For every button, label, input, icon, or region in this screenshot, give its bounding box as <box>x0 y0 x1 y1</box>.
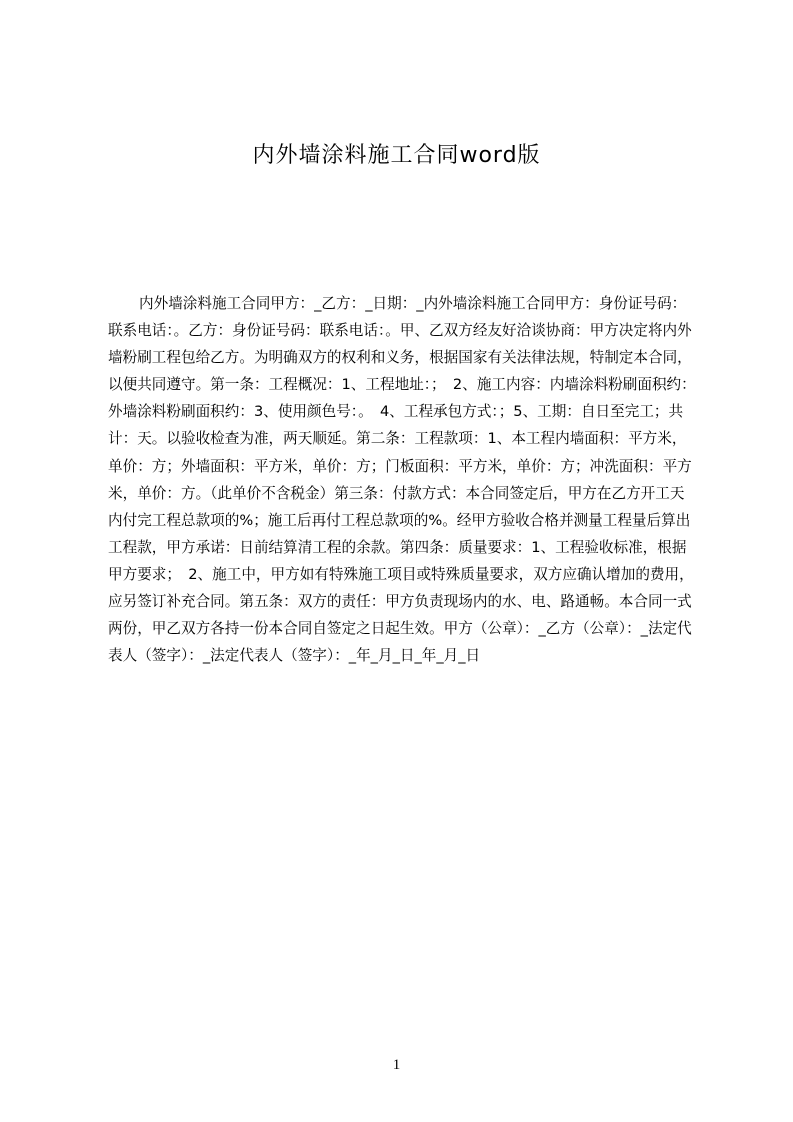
contract-body-paragraph: 内外墙涂料施工合同甲方：_乙方：_日期：_内外墙涂料施工合同甲方：身份证号码：联系电话：。乙方：身份证号码：联系电话：。甲、乙双方经友好洽谈协商：甲方决定将内外墙粉刷工程包给乙方。为明确双方的权利和义务，根据国家有关法律法规，特制定本合同，以便共同遵守。第一条：工程概况：1、工程地址：； 2、施工内容：内墙涂料粉刷面积约：外墙涂料粉刷面积约：3、使用颜色号：。 4、工程承包方式：；5、工期：自日至完工；共计：天。以验收检查为准，两天顺延。第二条：工程款项：1、本工程内墙面积：平方米，单价：方；外墙面积：平方米，单价：方；门板面积：平方米，单价：方；冲洗面积：平方米，单价：方。（此单价不含税金）第三条：付款方式：本合同签定后，甲方在乙方开工天内付完工程总款项的%；施工后再付工程总款项的%。经甲方验收合格并测量工程量后算出工程款，甲方承诺：日前结算清工程的余款。第四条：质量要求：1、工程验收标准，根据甲方要求； 2、施工中，甲方如有特殊施工项目或特殊质量要求，双方应确认增加的费用，应另签订补充合同。第五条：双方的责任：甲方负责现场内的水、电、路通畅。本合同一式两份，甲乙双方各持一份本合同自签定之日起生效。甲方（公章）：_乙方（公章）：_法定代表人（签字）：_法定代表人（签字）：_年_月_日_年_月_日 <box>108 295 696 665</box>
document-title: 内外墙涂料施工合同word版 <box>252 143 541 168</box>
page-number: 1 <box>392 1057 401 1073</box>
